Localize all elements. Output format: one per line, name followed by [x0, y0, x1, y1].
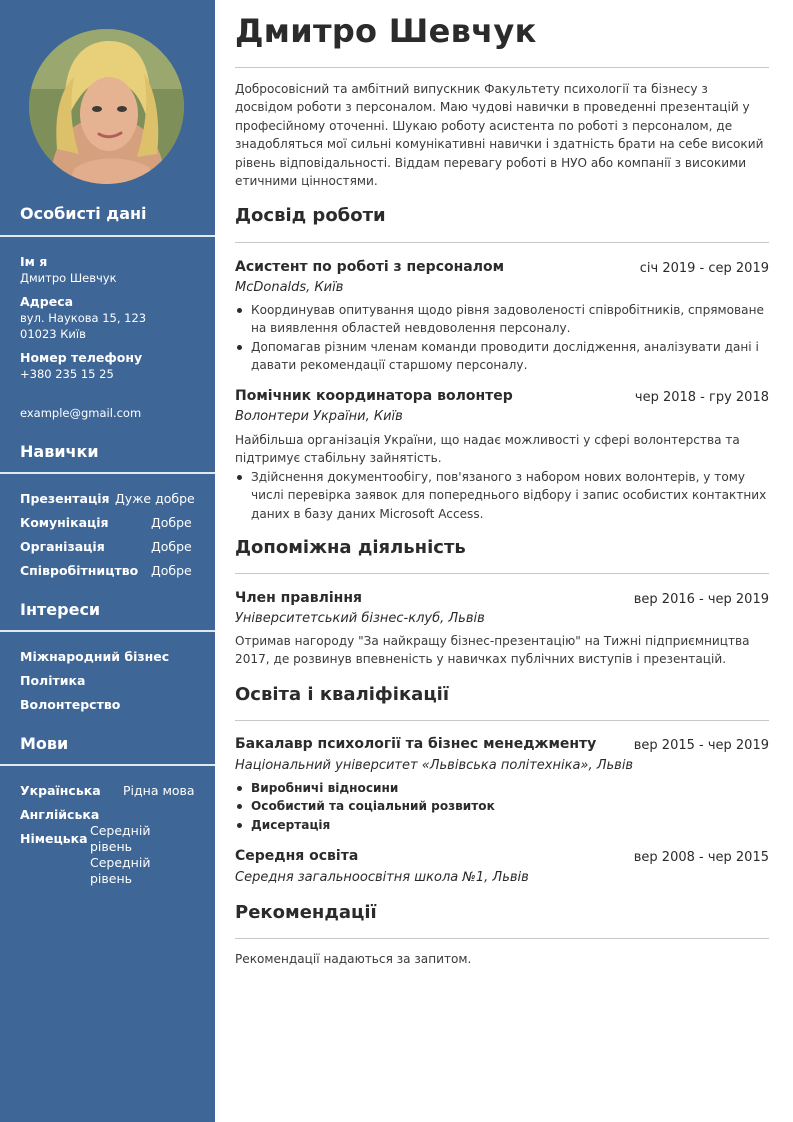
- name-value: Дмитро Шевчук: [20, 271, 117, 285]
- sidebar-divider: [0, 472, 215, 474]
- experience-heading: Досвід роботи: [235, 205, 386, 226]
- section-divider: [235, 720, 769, 721]
- section-divider: [235, 573, 769, 574]
- address-line-2: 01023 Київ: [20, 327, 86, 341]
- language-name: Українська: [20, 783, 101, 798]
- interest-item: Волонтерство: [20, 697, 121, 712]
- degree-modules: [235, 779, 769, 834]
- language-level: Середній рівень: [90, 855, 151, 886]
- skill-name: Комунікація: [20, 515, 109, 530]
- degree-title: Середня освіта: [235, 848, 359, 864]
- name-label: Ім я: [20, 254, 48, 269]
- skill-level: Добре: [151, 515, 192, 530]
- job-dates: січ 2019 - сер 2019: [639, 261, 769, 276]
- section-divider: [235, 938, 769, 939]
- references-heading: Рекомендації: [235, 902, 377, 923]
- skill-level: Дуже добре: [115, 491, 195, 506]
- address-line-1: вул. Наукова 15, 123: [20, 311, 147, 325]
- list-item: Допомагав різним членам команди проводити дослідження, аналізувати дані і давати рекомендації старшому персоналу.: [235, 338, 769, 375]
- phone-value: +380 235 15 25: [20, 367, 114, 381]
- interest-item: Політика: [20, 673, 86, 688]
- job-title: Асистент по роботі з персоналом: [235, 259, 505, 275]
- skill-level: Добре: [151, 539, 192, 554]
- languages-heading: Мови: [20, 734, 69, 753]
- degree-school: Національний університет «Львівська політехніка», Львів: [235, 758, 634, 773]
- email-link[interactable]: example@gmail.com: [20, 406, 142, 420]
- profile-photo: [29, 29, 184, 184]
- activity-org: Університетський бізнес-клуб, Львів: [235, 611, 485, 626]
- address-label: Адреса: [20, 294, 74, 309]
- profile-summary: Добросовісний та амбітний випускник Факультету психології та бізнесу з досвідом роботи з персоналом. Маю чудові навички в проведенні презентацій у професійному оточенні. Шукаю роботу асистента по роботі з персоналом, де знадобляться мої сильні комунікативні навички і здатність брати на себе високий рівень відповідальності. Віддам перевагу роботі в НУО або компанії з високими етичними цінностями.: [235, 82, 764, 189]
- activities-heading: Допоміжна діяльність: [235, 537, 466, 558]
- job-bullets: [235, 301, 769, 375]
- language-level: Рідна мова: [123, 783, 195, 798]
- sidebar-divider: [0, 235, 215, 237]
- education-heading: Освіта і кваліфікації: [235, 684, 449, 705]
- list-item: Виробничі відносини: [235, 779, 769, 797]
- skill-name: Презентація: [20, 491, 110, 506]
- job-title: Помічник координатора волонтер: [235, 388, 513, 404]
- degree-dates: вер 2008 - чер 2015: [633, 850, 769, 865]
- degree-school: Середня загальноосвітня школа №1, Львів: [235, 870, 529, 885]
- sidebar: [0, 0, 215, 1122]
- language-name: Німецька: [20, 831, 88, 846]
- skill-level: Добре: [151, 563, 192, 578]
- main-content: [235, 0, 769, 1122]
- list-item: Координував опитування щодо рівня задоволеності співробітників, спрямоване на виявлення областей невдоволення персоналу.: [235, 301, 769, 338]
- job-employer: Волонтери України, Київ: [235, 409, 403, 424]
- personal-data-heading: Особисті дані: [20, 204, 147, 223]
- interests-heading: Інтереси: [20, 600, 101, 619]
- sidebar-divider: [0, 630, 215, 632]
- list-item: Особистий та соціальний розвиток: [235, 797, 769, 815]
- interest-item: Міжнародний бізнес: [20, 649, 170, 664]
- job-bullets: [235, 468, 769, 523]
- candidate-name: Дмитро Шевчук: [235, 12, 537, 50]
- job-dates: чер 2018 - гру 2018: [634, 390, 769, 405]
- job-employer: McDonalds, Київ: [235, 280, 344, 295]
- activity-description: Отримав нагороду "За найкращу бізнес-презентацію" на Тижні підприємництва 2017, де розвинув впевненість у навичках публічних виступів і презентацій.: [235, 634, 750, 667]
- list-item: Дисертація: [235, 816, 769, 834]
- language-name: Англійська: [20, 807, 100, 822]
- section-divider: [235, 67, 769, 68]
- profile-photo-image: [29, 29, 184, 184]
- sidebar-divider: [0, 764, 215, 766]
- skill-name: Організація: [20, 539, 105, 554]
- list-item: Здійснення документообігу, пов'язаного з набором нових волонтерів, у тому числі перевірка заявок для попереднього відбору і запис особистих контактних даних в базу даних Microsoft Access.: [235, 468, 769, 523]
- language-level: Середній рівень: [90, 823, 151, 854]
- skills-heading: Навички: [20, 442, 99, 461]
- phone-label: Номер телефону: [20, 350, 143, 365]
- degree-dates: вер 2015 - чер 2019: [633, 738, 769, 753]
- references-text: Рекомендації надаються за запитом.: [235, 952, 472, 966]
- job-description: Найбільша організація України, що надає можливості у сфері волонтерства та підтримує стабільну зайнятість.: [235, 433, 740, 466]
- activity-title: Член правління: [235, 590, 362, 606]
- activity-dates: вер 2016 - чер 2019: [633, 592, 769, 607]
- skill-name: Співробітництво: [20, 563, 139, 578]
- degree-title: Бакалавр психології та бізнес менеджменту: [235, 736, 597, 752]
- section-divider: [235, 242, 769, 243]
